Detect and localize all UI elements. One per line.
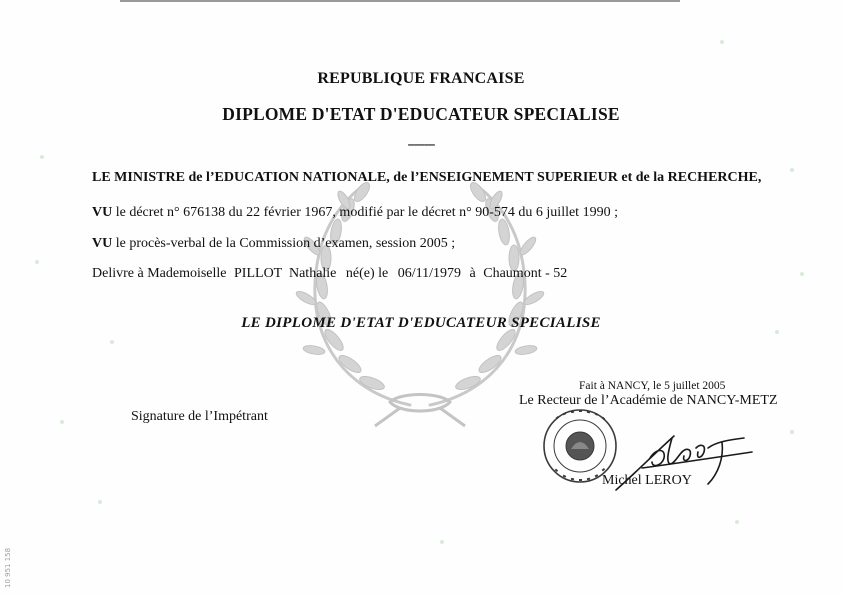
margin-reference-number: 10 951 158 — [4, 547, 12, 588]
rector-name: Michel LEROY — [602, 473, 692, 488]
title-separator: -------- — [407, 136, 435, 151]
margin-reference — [4, 540, 18, 590]
holder-signature-label: Signature de l’Impétrant — [131, 409, 268, 424]
republic-heading: REPUBLIQUE FRANCAISE — [317, 70, 525, 87]
birth-date: 06/11/1979 — [397, 266, 462, 281]
exam-vu-prefix: VU — [92, 236, 113, 251]
minister-line: LE MINISTRE de l’EDUCATION NATIONALE, de l’ENSEIGNEMENT SUPERIEUR et de la RECHERCHE, — [92, 170, 762, 185]
decree-text: le décret n° 676138 du 22 février 1967, modifié par le décret n° 90-574 du 6 juillet 1990 ; — [112, 205, 618, 220]
scan-top-edge — [120, 0, 680, 2]
rector-title: Le Recteur de l’Académie de NANCY-METZ — [519, 393, 778, 408]
place-and-date: Fait à NANCY, le 5 juillet 2005 — [579, 380, 726, 392]
holder-name: PILLOT Nathalie — [234, 266, 337, 281]
exam-record-text: le procès-verbal de la Commission d’examen, session 2005 ; — [112, 236, 456, 251]
born-label: né(e) le — [345, 266, 389, 281]
birth-place: Chaumont - 52 — [483, 266, 568, 281]
exam-record-line — [92, 236, 455, 252]
diploma-title: DIPLOME D'ETAT D'EDUCATEUR SPECIALISE — [222, 104, 620, 124]
birth-at: à — [469, 266, 476, 281]
delivery-label: Delivre à Mademoiselle — [92, 266, 227, 281]
decree-vu-prefix: VU — [92, 205, 113, 220]
decree-line — [92, 205, 618, 221]
awarded-diploma-name: LE DIPLOME D'ETAT D'EDUCATEUR SPECIALISE — [241, 315, 601, 331]
delivery-line — [92, 266, 567, 282]
